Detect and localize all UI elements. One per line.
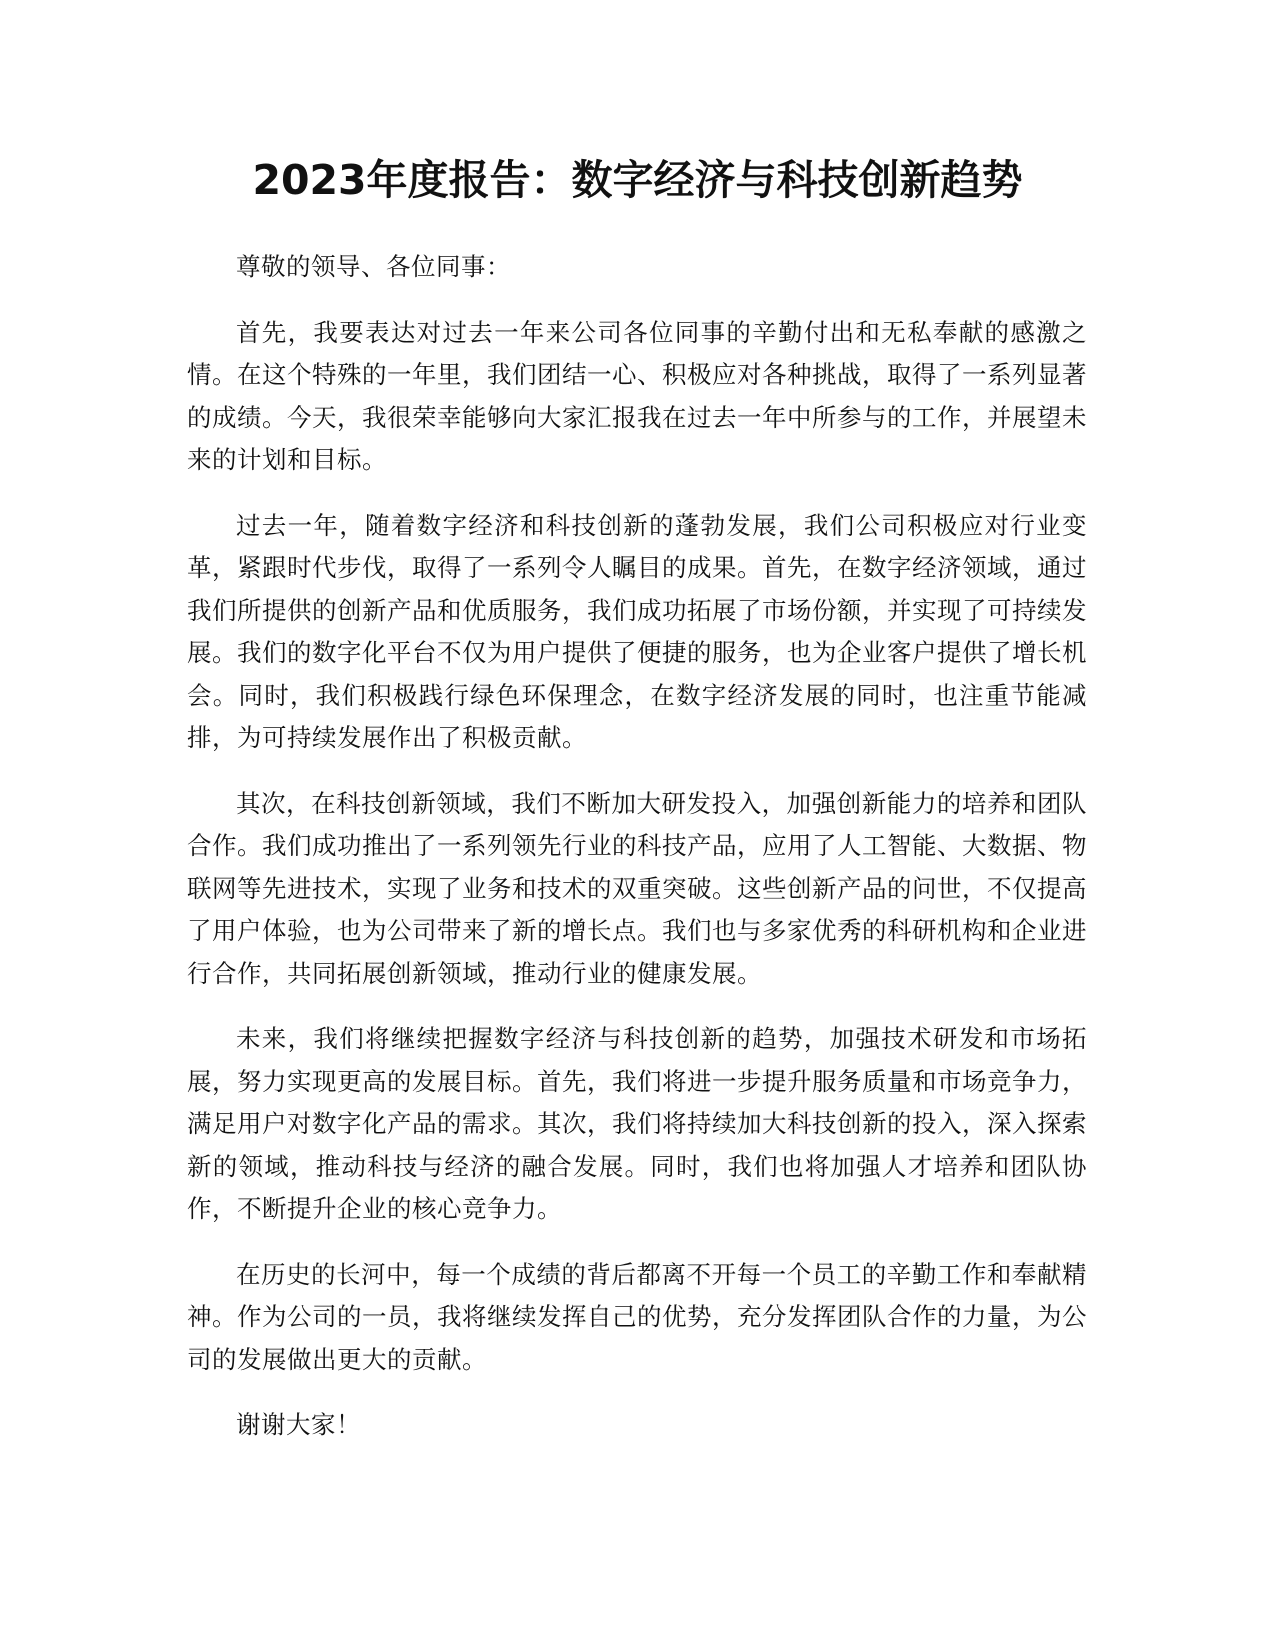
- body-paragraph: 其次，在科技创新领域，我们不断加大研发投入，加强创新能力的培养和团队合作。我们成功推出了一系列领先行业的科技产品，应用了人工智能、大数据、物联网等先进技术，实现了业务和技术的双重突破。这些创新产品的问世，不仅提高了用户体验，也为公司带来了新的增长点。我们也与多家优秀的科研机构和企业进行合作，共同拓展创新领域，推动行业的健康发展。: [187, 788, 1087, 988]
- document-body: [187, 246, 1087, 1470]
- greeting-paragraph: 尊敬的领导、各位同事：: [236, 252, 511, 281]
- closing-paragraph: 谢谢大家！: [236, 1410, 361, 1439]
- body-paragraph: 过去一年，随着数字经济和科技创新的蓬勃发展，我们公司积极应对行业变革，紧跟时代步伐，取得了一系列令人瞩目的成果。首先，在数字经济领域，通过我们所提供的创新产品和优质服务，我们成功拓展了市场份额，并实现了可持续发展。我们的数字化平台不仅为用户提供了便捷的服务，也为企业客户提供了增长机会。同时，我们积极践行绿色环保理念，在数字经济发展的同时，也注重节能减排，为可持续发展作出了积极贡献。: [187, 510, 1087, 752]
- body-paragraph: 在历史的长河中，每一个成绩的背后都离不开每一个员工的辛勤工作和奉献精神。作为公司的一员，我将继续发挥自己的优势，充分发挥团队合作的力量，为公司的发展做出更大的贡献。: [187, 1259, 1087, 1374]
- document-title: 2023年度报告：数字经济与科技创新趋势: [252, 156, 1023, 204]
- body-paragraph: 未来，我们将继续把握数字经济与科技创新的趋势，加强技术研发和市场拓展，努力实现更高的发展目标。首先，我们将进一步提升服务质量和市场竞争力，满足用户对数字化产品的需求。其次，我们将持续加大科技创新的投入，深入探索新的领域，推动科技与经济的融合发展。同时，我们也将加强人才培养和团队协作，不断提升企业的核心竞争力。: [187, 1024, 1087, 1223]
- body-paragraph: 首先，我要表达对过去一年来公司各位同事的辛勤付出和无私奉献的感激之情。在这个特殊的一年里，我们团结一心、积极应对各种挑战，取得了一系列显著的成绩。今天，我很荣幸能够向大家汇报我在过去一年中所参与的工作，并展望未来的计划和目标。: [187, 317, 1087, 474]
